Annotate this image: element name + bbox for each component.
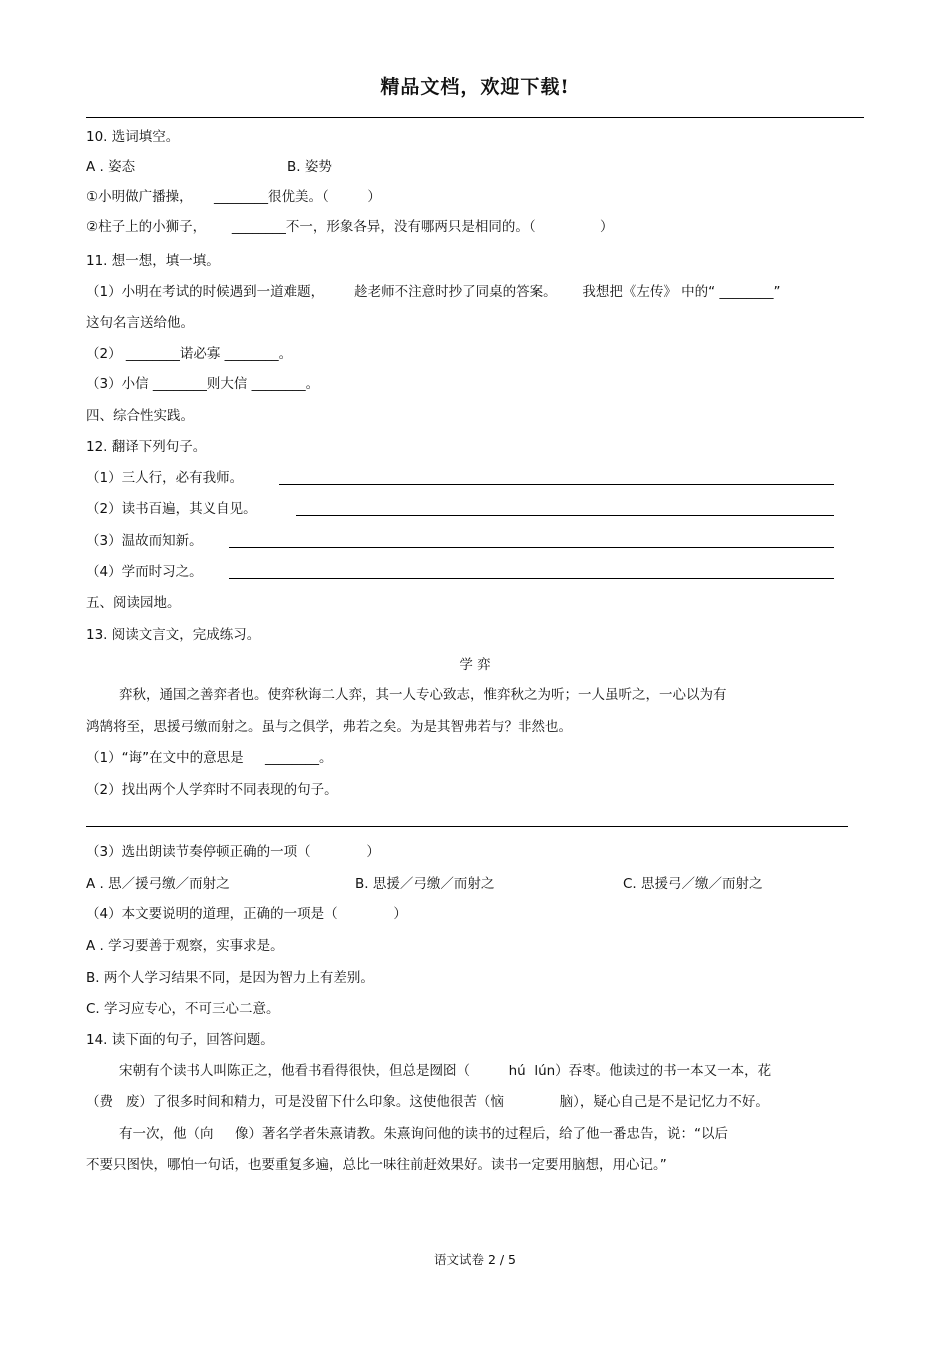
q12-answer-line-2[interactable] bbox=[296, 515, 834, 516]
q13-sub-4-option-b: B. 两个人学习结果不同，是因为智力上有差别。 bbox=[86, 970, 374, 986]
q13-answer-line[interactable] bbox=[86, 826, 848, 827]
q14-paragraph-1-line-1: 宋朝有个读书人叫陈正之，他看书看得很快，但总是囫囵（ hú lún）吞枣。他读过的书一本又一本，花 bbox=[119, 1063, 772, 1079]
q10-item-2: ②柱子上的小狮子， ________不一，形象各异，没有哪两只是相同的。（ ） bbox=[86, 219, 614, 235]
q12-answer-line-1[interactable] bbox=[279, 484, 834, 485]
q13-sub-1: （1）“诲”在文中的意思是 ________。 bbox=[86, 750, 333, 766]
q10-item-1: ①小明做广播操， ________很优美。（ ） bbox=[86, 189, 381, 205]
q13-sub-4-option-c: C. 学习应专心，不可三心二意。 bbox=[86, 1001, 280, 1017]
q14-title: 14. 读下面的句子，回答问题。 bbox=[86, 1032, 274, 1048]
q12-item-3: （3）温故而知新。 bbox=[86, 533, 203, 549]
page-footer: 语文试卷 2 / 5 bbox=[433, 1252, 517, 1267]
q13-sub-2: （2）找出两个人学弈时不同表现的句子。 bbox=[86, 782, 338, 798]
passage-line-1: 弈秋，通国之善弈者也。使弈秋诲二人弈，其一人专心致志，惟弈秋之为听；一人虽听之，一心以为有 bbox=[119, 687, 727, 703]
q13-sub-3-option-b: B. 思援／弓缴／而射之 bbox=[355, 876, 495, 892]
q12-title: 12. 翻译下列句子。 bbox=[86, 439, 207, 455]
page-header-title: 精品文档，欢迎下载! bbox=[380, 76, 570, 98]
section-4-title: 四、综合性实践。 bbox=[86, 408, 194, 424]
q13-sub-3: （3）选出朗读节奏停顿正确的一项（ ） bbox=[86, 844, 380, 860]
q14-paragraph-2-line-2: 不要只图快，哪怕一句话，也要重复多遍，总比一味往前赶效果好。读书一定要用脑想，用心记。” bbox=[86, 1157, 667, 1173]
q10-option-a: A . 姿态 bbox=[86, 159, 136, 175]
q14-paragraph-1-line-2: （费 废）了很多时间和精力，可是没留下什么印象。这使他很苦（恼 脑），疑心自己是不是记忆力不好。 bbox=[86, 1094, 769, 1110]
q13-sub-4: （4）本文要说明的道理，正确的一项是（ ） bbox=[86, 906, 407, 922]
q12-answer-line-3[interactable] bbox=[229, 547, 834, 548]
passage-title: 学 弈 bbox=[459, 657, 491, 673]
q13-sub-3-option-a: A . 思／援弓缴／而射之 bbox=[86, 876, 230, 892]
q13-title: 13. 阅读文言文，完成练习。 bbox=[86, 627, 261, 643]
q11-title: 11. 想一想，填一填。 bbox=[86, 253, 220, 269]
q11-item-1-cont: 这句名言送给他。 bbox=[86, 315, 194, 331]
q10-option-b: B. 姿势 bbox=[287, 159, 332, 175]
q12-answer-line-4[interactable] bbox=[229, 578, 834, 579]
q12-item-4: （4）学而时习之。 bbox=[86, 564, 203, 580]
q11-item-1: （1）小明在考试的时候遇到一道难题， 趁老师不注意时抄了同桌的答案。 我想把《左传》 中的“ ________” bbox=[86, 284, 781, 300]
q12-item-2: （2）读书百遍，其义自见。 bbox=[86, 501, 257, 517]
q13-sub-3-option-c: C. 思援弓／缴／而射之 bbox=[623, 876, 763, 892]
section-5-title: 五、阅读园地。 bbox=[86, 595, 181, 611]
q13-sub-4-option-a: A . 学习要善于观察，实事求是。 bbox=[86, 938, 284, 954]
passage-line-2: 鸿鹄将至，思援弓缴而射之。虽与之俱学，弗若之矣。为是其智弗若与？非然也。 bbox=[86, 719, 572, 735]
header-rule bbox=[86, 117, 864, 118]
q14-paragraph-2-line-1: 有一次，他（向 像）著名学者朱熹请教。朱熹询问他的读书的过程后，给了他一番忠告，说：“以后 bbox=[119, 1126, 728, 1142]
q10-title: 10. 选词填空。 bbox=[86, 129, 180, 145]
q11-item-2: （2） ________诺必寡 ________。 bbox=[86, 346, 293, 362]
q12-item-1: （1）三人行，必有我师。 bbox=[86, 470, 244, 486]
q11-item-3: （3）小信 ________则大信 ________。 bbox=[86, 376, 320, 392]
